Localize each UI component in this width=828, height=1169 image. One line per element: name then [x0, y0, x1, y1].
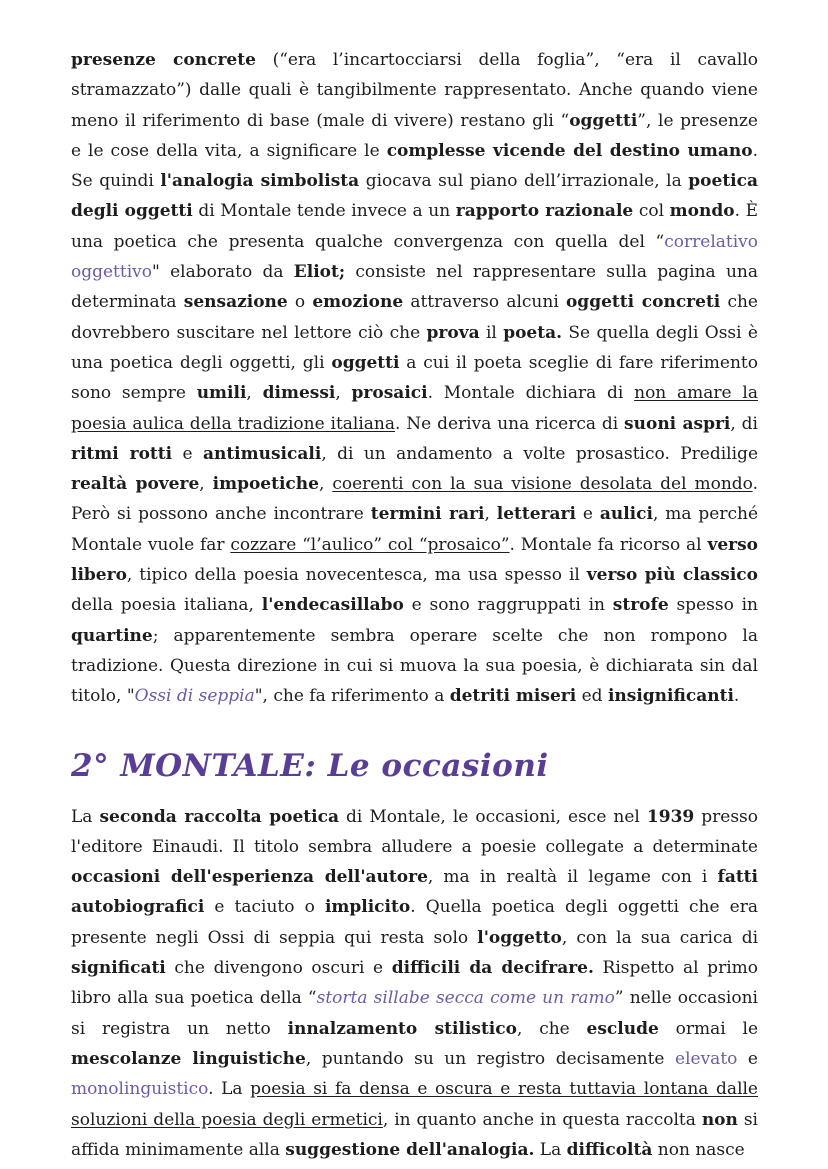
text-run: La: [534, 1139, 567, 1160]
text-run: ,: [484, 504, 497, 525]
text-run: e: [737, 1048, 758, 1069]
highlighted-italic-text: Ossi di seppia: [134, 686, 255, 707]
bold-text: prosaici: [351, 383, 428, 404]
text-run: , in quanto anche in questa raccolta: [382, 1109, 702, 1130]
bold-text: detriti miseri: [449, 686, 577, 707]
bold-text: dimessi: [262, 383, 336, 404]
bold-text: quartine: [71, 625, 153, 646]
text-run: Rispetto al primo libro alla sua poetica della “: [71, 958, 758, 1009]
bold-text: presenze concrete: [71, 50, 256, 70]
bold-text: non: [701, 1109, 738, 1130]
bold-text: implicito: [324, 897, 411, 918]
text-run: , puntando su un registro decisamente: [305, 1048, 676, 1069]
text-run: ” nelle occasioni si registra un netto: [71, 988, 758, 1039]
underlined-text: poesia si fa densa e oscura e resta tuttavia lontana dalle soluzioni della poesia degli ermetici: [71, 1079, 758, 1130]
paragraph-le-occasioni: [71, 802, 758, 1166]
text-run: ,: [318, 474, 333, 495]
text-run: consiste nel rappresentare sulla pagina una determinata: [71, 262, 758, 313]
highlighted-text: correlativo oggettivo: [71, 231, 758, 283]
bold-text: termini rari: [370, 504, 485, 525]
bold-text: difficili da decifrare.: [391, 958, 594, 979]
bold-text: impoetiche: [212, 474, 319, 495]
text-run: , tipico della poesia novecentesca, ma usa spesso il: [126, 565, 587, 586]
text-run: . Ne deriva una ricerca di: [395, 413, 625, 434]
bold-text: l'oggetto: [477, 927, 562, 948]
text-run: ", che fa riferimento a: [254, 686, 450, 707]
bold-text: poetica degli oggetti: [71, 171, 758, 222]
text-run: presso l'editore Einaudi. Il titolo sembra alludere a poesie collegate a determinate: [71, 806, 759, 857]
bold-text: l'analogia simbolista: [160, 171, 360, 192]
text-run: , ma in realtà il legame con i: [427, 867, 718, 888]
bold-text: oggetti: [569, 110, 638, 131]
text-run: di Montale tende invece a un: [192, 201, 456, 222]
text-run: e sono raggruppati in: [403, 595, 613, 616]
text-run: , di un andamento a volte prosastico. Predilige: [321, 443, 759, 464]
text-run: , di: [730, 413, 758, 434]
text-run: " elaborato da: [152, 262, 294, 283]
bold-text: Eliot;: [293, 262, 346, 283]
text-run: il: [479, 322, 504, 343]
text-run: che dovrebbero suscitare nel lettore ciò che: [71, 292, 758, 343]
text-run: .: [733, 686, 740, 707]
text-run: ed: [576, 686, 608, 707]
text-run: ,: [246, 383, 263, 404]
bold-text: seconda raccolta poetica: [99, 806, 339, 827]
bold-text: insignificanti: [607, 686, 734, 707]
bold-text: esclude: [586, 1018, 659, 1039]
text-run: , con la sua carica di: [561, 927, 759, 948]
bold-text: difficoltà: [566, 1139, 653, 1160]
text-run: , ma perché Montale vuole far: [71, 504, 759, 555]
text-run: La: [71, 806, 100, 827]
text-run: che divengono oscuri e: [165, 958, 392, 979]
bold-text: poeta.: [503, 322, 563, 343]
highlighted-text: elevato: [675, 1048, 738, 1069]
bold-text: verso più classico: [586, 565, 759, 586]
bold-text: umili: [196, 383, 247, 404]
underlined-text: non amare la poesia aulica della tradizione italiana: [71, 383, 758, 434]
text-run: ”, le presenze e le cose della vita, a significare le: [71, 110, 758, 161]
bold-text: complesse vicende del destino umano: [386, 140, 753, 161]
text-run: spesso in: [668, 595, 758, 616]
bold-text: fatti autobiografici: [71, 867, 758, 918]
highlighted-text: monolinguistico: [71, 1079, 209, 1100]
section-heading: 2° MONTALE: Le occasioni: [71, 747, 549, 784]
text-run: . Montale dichiara di: [427, 383, 635, 404]
underlined-text: coerenti con la sua visione desolata del mondo: [332, 474, 753, 495]
text-run: ,: [199, 474, 213, 495]
bold-text: realtà povere: [71, 474, 200, 495]
bold-text: occasioni dell'esperienza dell'autore: [71, 867, 428, 888]
bold-text: sensazione: [183, 292, 288, 313]
bold-text: letterari: [496, 504, 576, 525]
bold-text: suoni aspri: [624, 413, 731, 434]
bold-text: antimusicali: [202, 443, 322, 464]
text-run: . Però si possono anche incontrare: [71, 474, 759, 525]
bold-text: l'endecasillabo: [261, 595, 404, 616]
text-run: . La: [208, 1079, 251, 1100]
bold-text: rapporto razionale: [455, 201, 634, 222]
text-run: e: [172, 443, 203, 464]
bold-text: prova: [426, 322, 480, 343]
text-run: o: [287, 292, 313, 313]
bold-text: oggetti: [331, 352, 400, 373]
bold-text: mondo: [669, 201, 735, 222]
highlighted-italic-text: storta sillabe secca come un ramo: [316, 988, 615, 1009]
text-run: . È una poetica che presenta qualche convergenza con quella del “: [71, 201, 758, 252]
bold-text: suggestione dell'analogia.: [285, 1139, 535, 1160]
text-run: . Se quindi: [71, 140, 759, 192]
bold-text: verso libero: [71, 534, 758, 586]
bold-text: aulici: [599, 504, 653, 525]
bold-text: 1939: [646, 806, 695, 827]
text-run: a cui il poeta sceglie di fare riferimento sono sempre: [71, 352, 758, 404]
text-run: e: [575, 504, 600, 525]
bold-text: innalzamento stilistico: [287, 1018, 517, 1039]
text-run: della poesia italiana,: [71, 595, 262, 616]
text-run: col: [633, 201, 670, 222]
underlined-text: cozzare “l’aulico” col “prosaico”: [230, 534, 510, 555]
text-run: . Quella poetica degli oggetti che era presente negli Ossi di seppia qui resta solo: [71, 897, 758, 948]
text-run: , che: [516, 1018, 587, 1039]
paragraph-ossi-di-seppia: [71, 45, 758, 712]
text-run: ,: [335, 383, 352, 404]
text-run: . Montale fa ricorso al: [509, 534, 708, 555]
text-run: giocava sul piano dell’irrazionale, la: [359, 171, 689, 192]
text-run: attraverso alcuni: [403, 292, 566, 313]
text-run: (“era l’incartocciarsi della foglia”, “era il cavallo stramazzato”) dalle quali è tangibilmente rappresentato. Anche quando viene meno il riferimento di base (male di vivere) restano gli “: [71, 50, 759, 131]
bold-text: mescolanze linguistiche: [71, 1048, 306, 1069]
text-run: ormai le: [658, 1018, 759, 1039]
text-run: si affida minimamente alla: [71, 1109, 758, 1160]
text-run: ; apparentemente sembra operare scelte che non rompono la tradizione. Questa direzione in cui si muova la sua poesia, è dichiarata sin dal titolo, ": [71, 625, 758, 707]
text-run: e taciuto o: [204, 897, 325, 918]
text-run: Se quella degli Ossi è una poetica degli oggetti, gli: [71, 322, 758, 373]
bold-text: significati: [71, 958, 166, 979]
bold-text: oggetti concreti: [565, 292, 721, 313]
text-run: di Montale, le occasioni, esce nel: [338, 806, 647, 827]
text-run: non nasce: [652, 1139, 745, 1160]
bold-text: emozione: [312, 292, 404, 313]
bold-text: ritmi rotti: [71, 443, 173, 464]
bold-text: strofe: [612, 595, 669, 616]
